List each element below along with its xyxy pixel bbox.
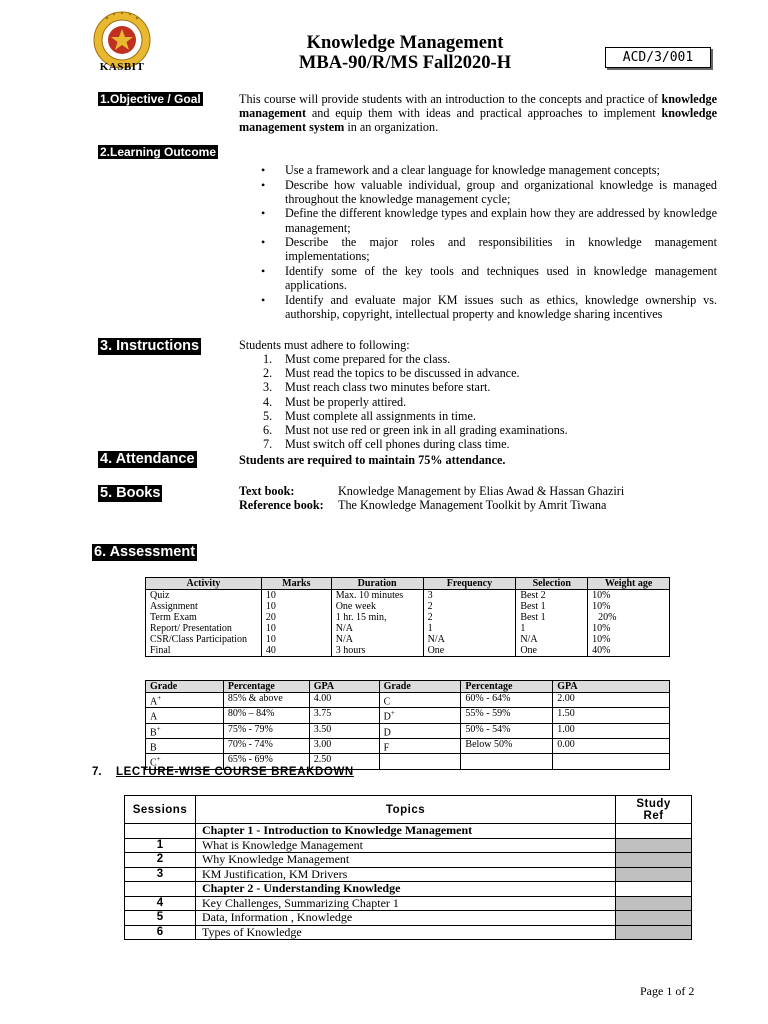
lecture-breakdown-table xyxy=(124,795,692,940)
table-cell: 80% – 84% xyxy=(223,708,309,723)
objective-text: This course will provide students with an introduction to the concepts and practice of knowledge management and equip them with ideas and practical approaches to implement knowledge management system in an organization. xyxy=(239,92,717,135)
table-row xyxy=(146,601,670,612)
session-number: 6 xyxy=(125,925,196,940)
table-cell: 75% - 79% xyxy=(223,723,309,738)
instructions-list xyxy=(239,352,717,451)
table-cell: 10% xyxy=(588,590,670,602)
column-header: Grade xyxy=(379,681,461,693)
learning-outcome-heading: 2.Learning Outcome xyxy=(100,145,217,159)
table-row xyxy=(125,925,692,940)
list-item: 3. Must reach class two minutes before start. xyxy=(263,380,491,395)
table-cell: Quiz xyxy=(146,590,262,602)
list-item: • Identify and evaluate major KM issues such as ethics, knowledge ownership vs. authorship, copyright, intellectual property and knowledge sharing incentives xyxy=(239,293,717,321)
table-cell: D+ xyxy=(379,708,461,723)
table-row xyxy=(146,634,670,645)
study-ref-cell xyxy=(616,925,692,940)
table-cell: 40 xyxy=(261,645,331,657)
table-cell: A+ xyxy=(146,693,224,708)
instructions-intro: Students must adhere to following: xyxy=(239,338,410,352)
reference-book-label: Reference book: xyxy=(239,498,324,512)
table-cell: 10% xyxy=(588,634,670,645)
table-row xyxy=(125,838,692,853)
column-header: Duration xyxy=(331,578,423,590)
table-cell: 3.00 xyxy=(309,738,379,753)
study-ref-cell xyxy=(616,867,692,882)
list-item: • Describe the major roles and responsibilities in knowledge management implementations; xyxy=(239,235,717,263)
session-number: 2 xyxy=(125,853,196,868)
table-cell: 60% - 64% xyxy=(461,693,553,708)
page-number: Page 1 of 2 xyxy=(640,984,695,998)
table-row xyxy=(125,911,692,926)
table-cell: 10 xyxy=(261,601,331,612)
table-cell: Assignment xyxy=(146,601,262,612)
document-code-box: ACD/3/001 xyxy=(605,47,711,68)
table-row xyxy=(146,723,670,738)
table-cell: Max. 10 minutes xyxy=(331,590,423,602)
table-cell: 3.50 xyxy=(309,723,379,738)
table-cell: 0.00 xyxy=(553,738,670,753)
table-row xyxy=(125,882,692,897)
table-cell: 65% - 69% xyxy=(223,754,309,769)
table-row xyxy=(146,693,670,708)
grading-table xyxy=(145,680,670,770)
text-book-value: Knowledge Management by Elias Awad & Hassan Ghaziri xyxy=(338,484,625,498)
topic-cell: What is Knowledge Management xyxy=(195,838,615,853)
table-cell: 10 xyxy=(261,590,331,602)
topic-cell: Types of Knowledge xyxy=(195,925,615,940)
study-ref-cell xyxy=(616,838,692,853)
table-cell: 2.00 xyxy=(553,693,670,708)
table-cell: Best 2 xyxy=(516,590,588,602)
column-header: Grade xyxy=(146,681,224,693)
lecture-heading: LECTURE-WISE COURSE BREAKDOWN xyxy=(116,766,354,778)
table-row xyxy=(146,738,670,753)
table-cell: 4.00 xyxy=(309,693,379,708)
table-cell: 3 xyxy=(423,590,516,602)
objective-heading: 1.Objective / Goal xyxy=(100,92,201,106)
table-cell: Best 1 xyxy=(516,601,588,612)
column-header: Sessions xyxy=(125,796,196,824)
table-cell: 10% xyxy=(588,623,670,634)
list-item: 4. Must be properly attired. xyxy=(263,394,407,409)
learning-outcome-list xyxy=(239,163,717,322)
list-item: • Define the different knowledge types and explain how they are addressed by knowledge management; xyxy=(239,206,717,234)
table-cell: 50% - 54% xyxy=(461,723,553,738)
column-header: Topics xyxy=(195,796,615,824)
table-cell: N/A xyxy=(331,623,423,634)
topic-cell: KM Justification, KM Drivers xyxy=(195,867,615,882)
table-cell: B+ xyxy=(146,723,224,738)
table-cell xyxy=(461,754,553,769)
table-row xyxy=(125,824,692,839)
table-row xyxy=(146,612,670,623)
text-book-label: Text book: xyxy=(239,484,295,498)
table-row xyxy=(125,896,692,911)
list-item: • Use a framework and a clear language for knowledge management concepts; xyxy=(239,163,717,177)
books-heading: 5. Books xyxy=(100,485,161,501)
table-cell: 55% - 59% xyxy=(461,708,553,723)
column-header: Percentage xyxy=(461,681,553,693)
table-cell: One week xyxy=(331,601,423,612)
table-cell: 1.00 xyxy=(553,723,670,738)
table-cell: C xyxy=(379,693,461,708)
table-cell: 70% - 74% xyxy=(223,738,309,753)
list-item: 2. Must read the topics to be discussed in advance. xyxy=(263,366,520,381)
table-cell: F xyxy=(379,738,461,753)
topic-cell: Chapter 1 - Introduction to Knowledge Management xyxy=(195,824,615,839)
list-item: 1. Must come prepared for the class. xyxy=(263,352,451,366)
list-item: • Describe how valuable individual, group and organizational knowledge is managed throughout the knowledge management cycle; xyxy=(239,178,717,206)
study-ref-cell xyxy=(616,896,692,911)
topic-cell: Why Knowledge Management xyxy=(195,853,615,868)
session-number xyxy=(125,824,196,839)
column-header: Marks xyxy=(261,578,331,590)
table-cell: 20 xyxy=(261,612,331,623)
table-cell: 1 hr. 15 min, xyxy=(331,612,423,623)
session-number: 1 xyxy=(125,838,196,853)
table-cell: 2.50 xyxy=(309,754,379,769)
study-ref-cell xyxy=(616,853,692,868)
table-cell: A xyxy=(146,708,224,723)
table-row xyxy=(146,623,670,634)
table-cell: 2 xyxy=(423,612,516,623)
table-cell: N/A xyxy=(331,634,423,645)
column-header: Frequency xyxy=(423,578,516,590)
table-cell: CSR/Class Participation xyxy=(146,634,262,645)
table-cell xyxy=(553,754,670,769)
attendance-text: Students are required to maintain 75% attendance. xyxy=(239,453,506,467)
study-ref-cell xyxy=(616,824,692,839)
table-row xyxy=(125,853,692,868)
table-cell: 2 xyxy=(423,601,516,612)
session-number: 4 xyxy=(125,896,196,911)
list-item: 7. Must switch off cell phones during class time. xyxy=(263,437,510,452)
topic-cell: Key Challenges, Summarizing Chapter 1 xyxy=(195,896,615,911)
assessment-heading: 6. Assessment xyxy=(94,544,196,560)
table-cell: 1 xyxy=(423,623,516,634)
reference-book-value: The Knowledge Management Toolkit by Amrit Tiwana xyxy=(338,498,607,512)
course-code: MBA-90/R/MS Fall2020-H xyxy=(298,53,512,73)
table-cell: One xyxy=(516,645,588,657)
attendance-heading: 4. Attendance xyxy=(100,451,195,467)
column-header: GPA xyxy=(309,681,379,693)
table-cell: 1 xyxy=(516,623,588,634)
table-cell: Report/ Presentation xyxy=(146,623,262,634)
column-header: Activity xyxy=(146,578,262,590)
table-row xyxy=(146,590,670,602)
column-header: Percentage xyxy=(223,681,309,693)
table-cell: B xyxy=(146,738,224,753)
session-number xyxy=(125,882,196,897)
topic-cell: Data, Information , Knowledge xyxy=(195,911,615,926)
topic-cell: Chapter 2 - Understanding Knowledge xyxy=(195,882,615,897)
table-cell: 40% xyxy=(588,645,670,657)
table-cell: C+ xyxy=(146,754,224,769)
table-cell: 3 hours xyxy=(331,645,423,657)
table-cell xyxy=(379,754,461,769)
table-row xyxy=(125,867,692,882)
table-cell: N/A xyxy=(516,634,588,645)
table-cell: D xyxy=(379,723,461,738)
table-row xyxy=(146,708,670,723)
table-cell: Term Exam xyxy=(146,612,262,623)
table-cell: N/A xyxy=(423,634,516,645)
lecture-heading-number: 7. xyxy=(92,766,102,778)
logo-text: KASBIT xyxy=(99,61,145,73)
table-cell: Best 1 xyxy=(516,612,588,623)
list-item: • Identify some of the key tools and techniques used in knowledge management applications. xyxy=(239,264,717,292)
session-number: 5 xyxy=(125,911,196,926)
session-number: 3 xyxy=(125,867,196,882)
table-cell: 10% xyxy=(588,601,670,612)
table-cell: 10 xyxy=(261,623,331,634)
column-header: Study Ref xyxy=(616,796,692,824)
study-ref-cell xyxy=(616,911,692,926)
study-ref-cell xyxy=(616,882,692,897)
table-cell: 20% xyxy=(588,612,670,623)
table-cell: Below 50% xyxy=(461,738,553,753)
course-title: Knowledge Management xyxy=(306,33,504,53)
column-header: Weight age xyxy=(588,578,670,590)
table-cell: 85% & above xyxy=(223,693,309,708)
list-item: 6. Must not use red or green ink in all grading examinations. xyxy=(263,423,568,438)
column-header: Selection xyxy=(516,578,588,590)
table-cell: 10 xyxy=(261,634,331,645)
assessment-table xyxy=(145,577,670,657)
table-cell: 3.75 xyxy=(309,708,379,723)
instructions-heading: 3. Instructions xyxy=(100,338,200,354)
table-row xyxy=(146,645,670,657)
column-header: GPA xyxy=(553,681,670,693)
list-item: 5. Must complete all assignments in time. xyxy=(263,408,476,423)
table-cell: 1.50 xyxy=(553,708,670,723)
table-cell: Final xyxy=(146,645,262,657)
table-cell: One xyxy=(423,645,516,657)
